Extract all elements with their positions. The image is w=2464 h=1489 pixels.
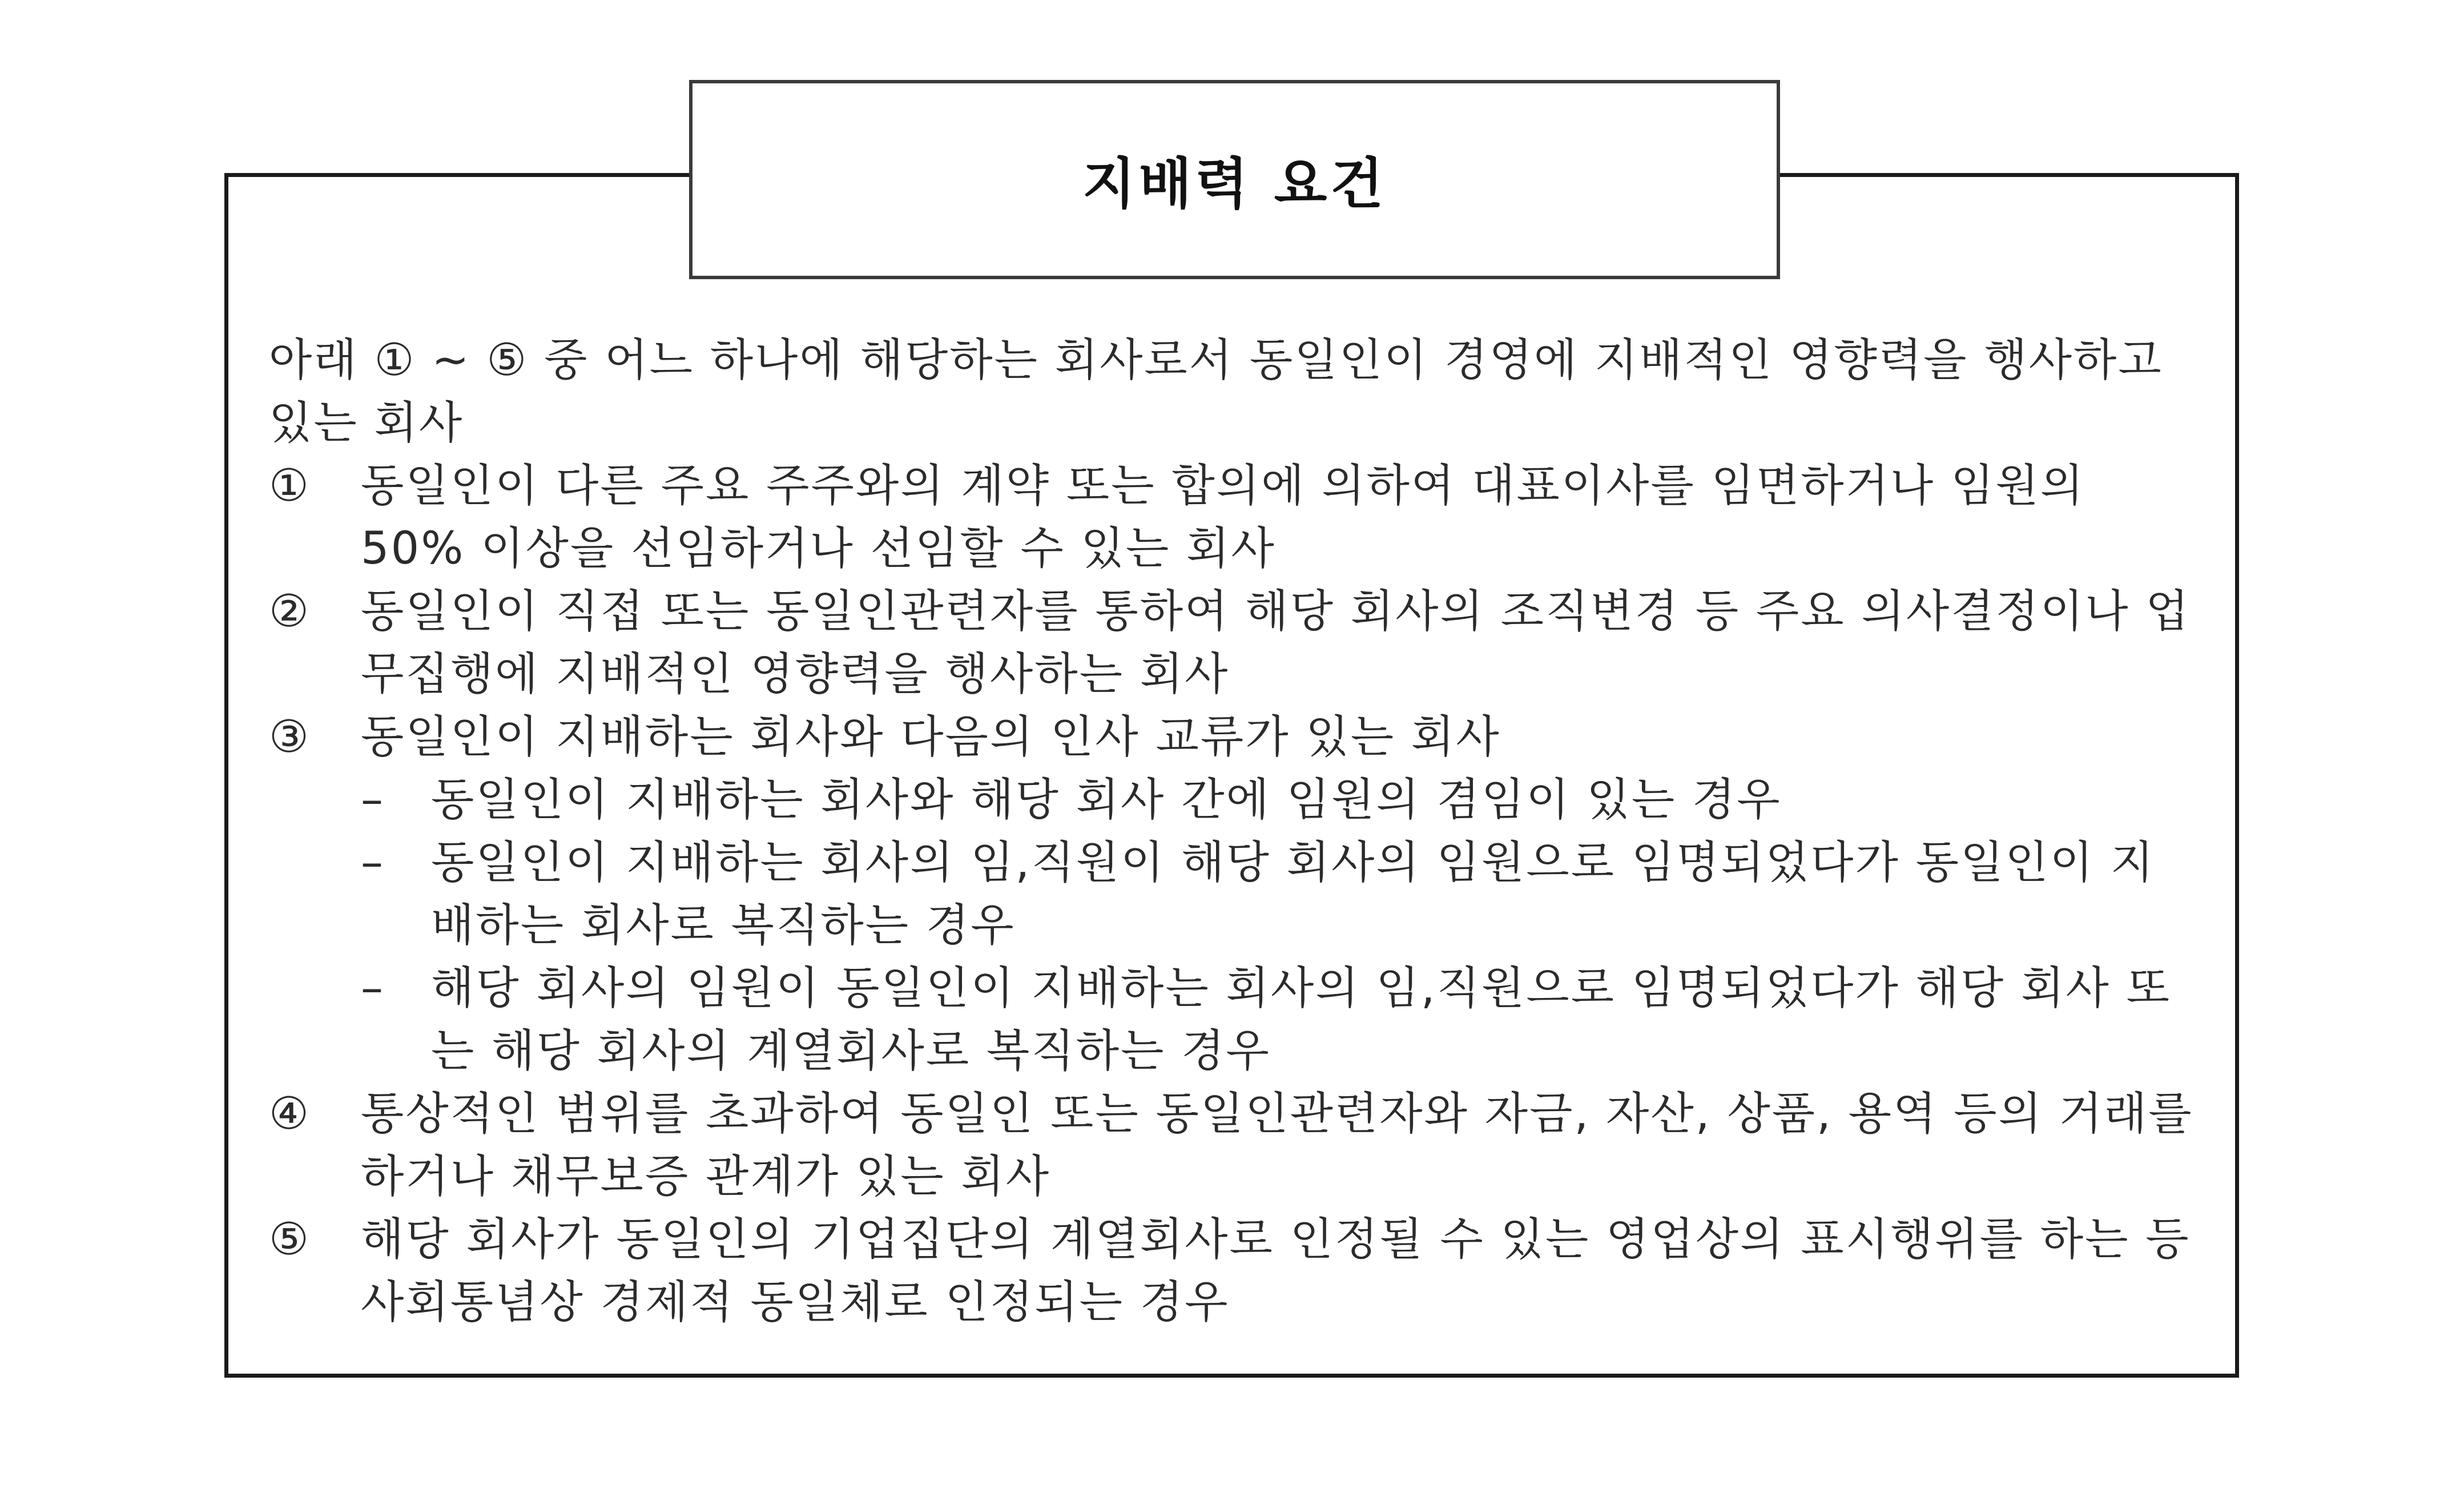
sub-item-3	[269, 957, 2199, 1082]
criterion-item-1	[269, 454, 2199, 580]
title-box	[689, 80, 1780, 279]
item-number: ③	[269, 711, 311, 763]
item-text: 해당 회사가 동일인의 기업집단의 계열회사로 인정될 수 있는 영업상의 표시행위를 하는 등 사회통념상 경제적 동일체로 인정되는 경우	[361, 1214, 2191, 1328]
dash-bullet: –	[361, 963, 385, 1014]
criterion-item-4	[269, 1082, 2199, 1208]
item-text: 동일인이 다른 주요 주주와의 계약 또는 합의에 의하여 대표이사를 임면하거나 임원의 50% 이상을 선임하거나 선임할 수 있는 회사	[361, 460, 2085, 574]
item-number: ②	[269, 586, 311, 637]
dash-bullet: –	[361, 774, 385, 826]
sub-item-text: 동일인이 지배하는 회사와 해당 회사 간에 임원의 겸임이 있는 경우	[431, 774, 1782, 826]
criterion-item-5	[269, 1208, 2199, 1334]
sub-item-1	[269, 768, 2199, 831]
sub-item-text: 해당 회사의 임원이 동일인이 지배하는 회사의 임,직원으로 임명되었다가 해당 회사 또는 해당 회사의 계열회사로 복직하는 경우	[431, 963, 2171, 1077]
dash-bullet: –	[361, 837, 385, 888]
page-title: 지배력 요건	[1082, 152, 1387, 216]
item-number: ⑤	[269, 1214, 311, 1265]
sub-item-2	[269, 831, 2199, 957]
item-text: 동일인이 지배하는 회사와 다음의 인사 교류가 있는 회사	[361, 711, 1501, 763]
criteria-content	[269, 329, 2199, 1334]
criterion-item-2	[269, 580, 2199, 706]
intro-text: 아래 ① ~ ⑤ 중 어느 하나에 해당하는 회사로서 동일인이 경영에 지배적인 영향력을 행사하고 있는 회사	[269, 335, 2163, 449]
item-number: ①	[269, 460, 311, 512]
sub-item-text: 동일인이 지배하는 회사의 임,직원이 해당 회사의 임원으로 임명되었다가 동일인이 지배하는 회사로 복직하는 경우	[431, 837, 2156, 951]
item-number: ④	[269, 1088, 311, 1140]
criterion-item-3	[269, 706, 2199, 768]
item-text: 통상적인 범위를 초과하여 동일인 또는 동일인관련자와 자금, 자산, 상품, 용역 등의 거래를 하거나 채무보증 관계가 있는 회사	[361, 1088, 2193, 1202]
item-text: 동일인이 직접 또는 동일인관련자를 통하여 해당 회사의 조직변경 등 주요 의사결정이나 업무집행에 지배적인 영향력을 행사하는 회사	[361, 586, 2191, 700]
